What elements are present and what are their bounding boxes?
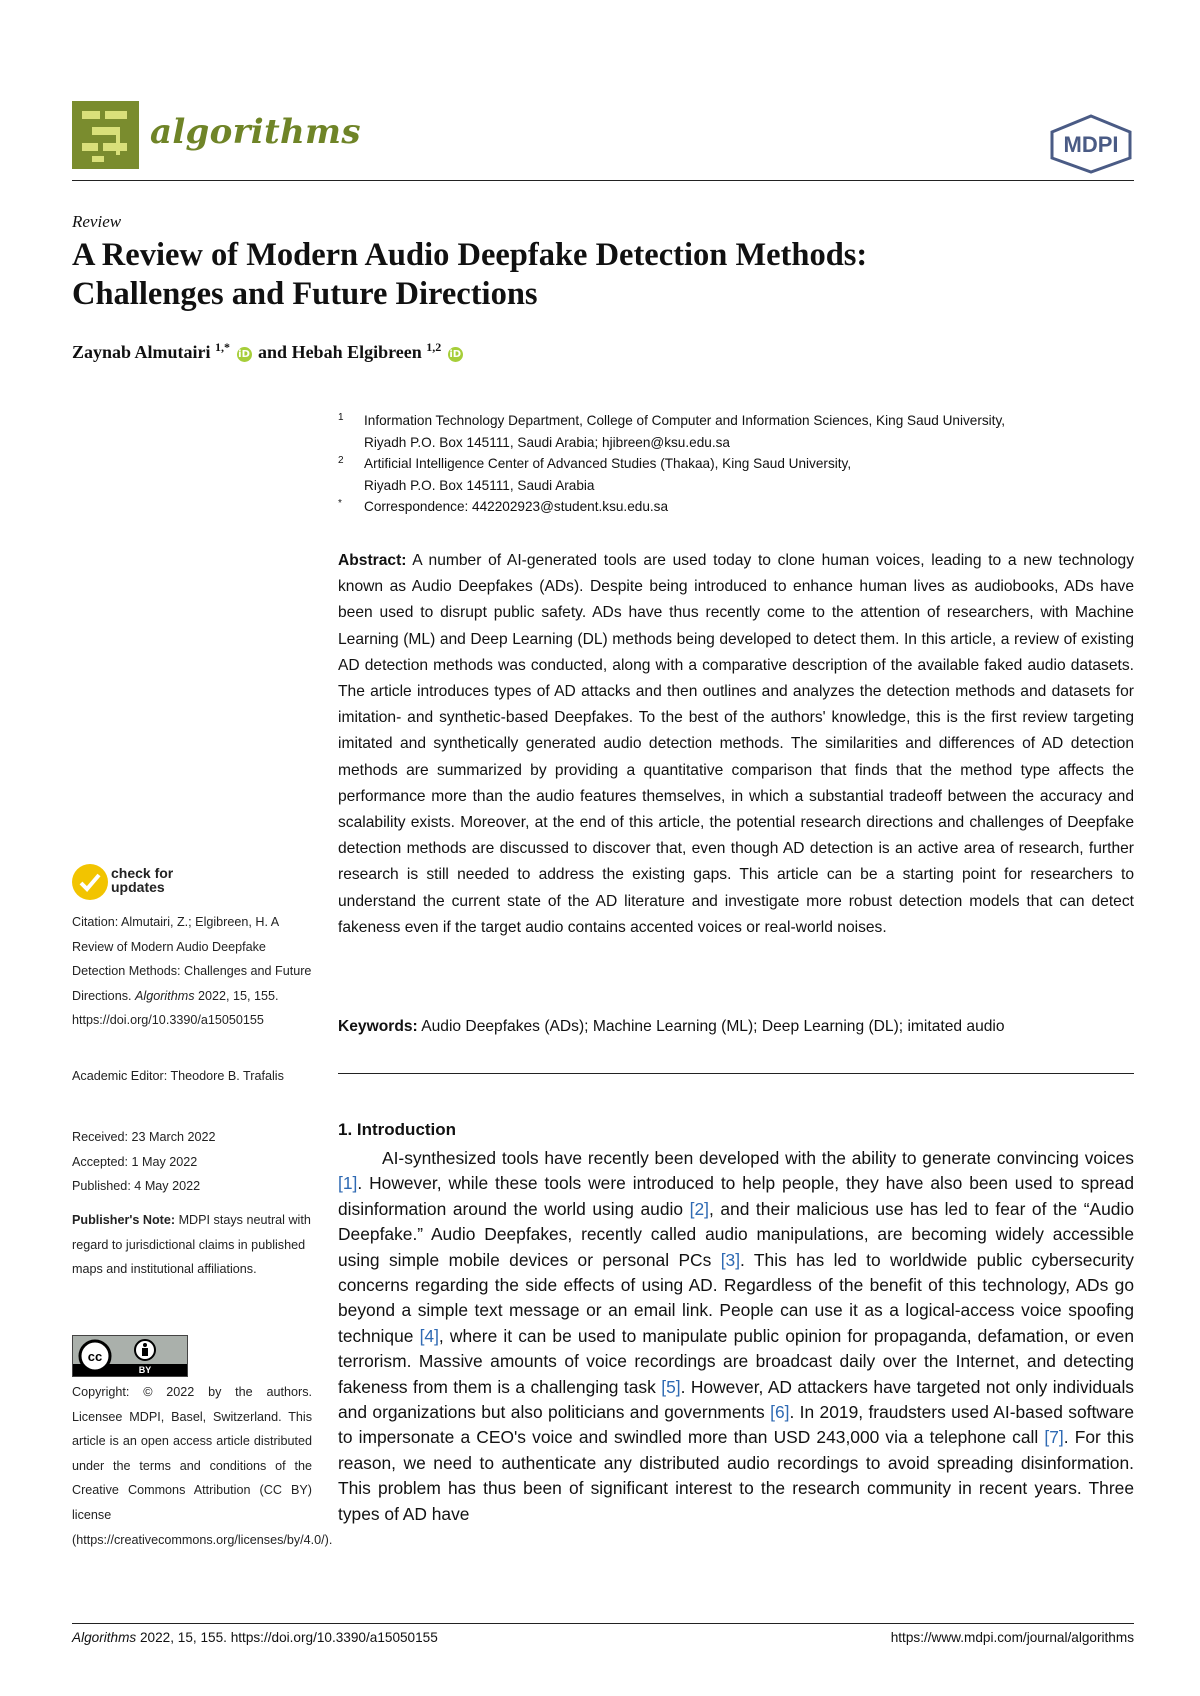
affiliation-line: Artificial Intelligence Center of Advanced Studies (Thakaa), King Saud University,: [364, 456, 852, 471]
intro-text: . For this reason, we need to authenticate any distributed audio recordings to avoid spreading disinformation. This problem has thus been of significant interest to the research community in recent years. Three types of AD have: [338, 1427, 1134, 1524]
affiliation-line: Riyadh P.O. Box 145111, Saudi Arabia: [364, 477, 595, 493]
footer-rule: [72, 1623, 1134, 1624]
keywords: [338, 1018, 1134, 1036]
check-line-1: check for: [111, 865, 174, 881]
check-for-updates-label[interactable]: [111, 866, 173, 894]
article-title: [72, 236, 1072, 314]
intro-text: , where it can be used to manipulate public opinion for propaganda, defamation, or even terrorism. Massive amounts of voice recordings are broadcast daily over the Internet, and detecting fakeness from them is a challenging task: [338, 1325, 1135, 1397]
author-list: [72, 340, 465, 363]
intro-text: . However, AD attackers have targeted not only individuals and organizations but also politicians and governments: [338, 1376, 1134, 1423]
title-line-1: A Review of Modern Audio Deepfake Detection Methods:: [72, 237, 868, 273]
affiliation-number: *: [338, 498, 342, 509]
affiliation-1: [338, 410, 1138, 453]
intro-text: . This has led to worldwide public cybersecurity concerns regarding the side effects of using AD. Regardless of the benefit of this technology, ADs go beyond a simple text message or an email link. People can use it as a logical-access voice spoofing technique: [338, 1249, 1134, 1346]
pubnote-label: Publisher's Note:: [72, 1213, 176, 1227]
author-2[interactable]: Hebah Elgibreen: [291, 342, 422, 362]
citation-text: Citation: Almutairi, Z.; Elgibreen, H. A Review of Modern Audio Deepfake Detection Methods: Challenges and Future Directions.: [72, 915, 312, 1003]
check-for-updates-icon[interactable]: [72, 864, 108, 900]
journal-logo-icon: [72, 101, 139, 169]
section-heading: 1. Introduction: [338, 1120, 457, 1139]
title-line-2: Challenges and Future Directions: [72, 276, 538, 312]
author-and: and: [258, 342, 288, 362]
cc-text: cc: [87, 1349, 103, 1364]
publishers-note: [72, 1208, 312, 1282]
abstract-text: A number of AI-generated tools are used today to clone human voices, leading to a new technology known as Audio Deepfakes (ADs). Despite being introduced to enhance human lives as audiobooks, ADs have been used to disrupt public safety. ADs have thus recently come to the attention of researchers, with Machine Learning (ML) and Deep Learning (DL) methods being developed to detect them. In this article, a review of existing AD detection methods was conducted, along with a comparative description of the available faked audio datasets. The article introduces types of AD attacks and then outlines and analyzes the detection methods and datasets for imitation- and synthetic-based Deepfakes. To the best of the authors' knowledge, this is the first review targeting imitated and synthetically generated audio detection methods. The similarities and differences of AD detection methods are summarized by providing a quantitative comparison that finds that the method type affects the performance more than the audio features themselves, in which a substantial tradeoff between the accuracy and scalability exists. Moreover, at the end of this article, the potential research directions and challenges of Deepfake detection methods are discussed to discover that, even though AD detection is an active area of research, further research is still needed to address the existing gaps. This article can be a starting point for researchers to understand the current state of the AD literature and investigate more robust detection models that can detect fakeness even if the target audio contains accented voices or real-world noises.: [338, 552, 1134, 936]
citation-link[interactable]: [3]: [720, 1249, 741, 1270]
check-line-2: updates: [111, 879, 165, 895]
by-text: BY: [138, 1365, 152, 1375]
citation-link[interactable]: [4]: [419, 1325, 439, 1346]
intro-text: AI-synthesized tools have recently been developed with the ability to generate convincing voices: [382, 1148, 1134, 1168]
affiliation-number: 2: [338, 455, 344, 466]
citation-doi[interactable]: 2022, 15, 155. https://doi.org/10.3390/a15050155: [72, 988, 279, 1028]
citation-link[interactable]: [2]: [689, 1198, 709, 1219]
citation-link[interactable]: [7]: [1044, 1427, 1064, 1448]
cc-by-license-icon[interactable]: [72, 1335, 188, 1377]
mdpi-logo-icon: [1048, 114, 1134, 174]
keywords-text: Audio Deepfakes (ADs); Machine Learning (ML); Deep Learning (DL); imitated audio: [421, 1018, 1005, 1035]
date-accepted: Accepted: 1 May 2022: [72, 1154, 198, 1169]
date-received: Received: 23 March 2022: [72, 1130, 216, 1144]
correspondence: [338, 496, 1138, 518]
citation-link[interactable]: [5]: [661, 1376, 681, 1397]
citation-journal: Algorithms: [135, 988, 195, 1003]
affiliation-2: [338, 453, 1138, 496]
footer-journal: Algorithms: [72, 1630, 137, 1645]
date-published: Published: 4 May 2022: [72, 1179, 201, 1194]
citation-block: [72, 910, 312, 1033]
orcid-icon[interactable]: iD: [449, 349, 462, 360]
affiliation-line: Riyadh P.O. Box 145111, Saudi Arabia; hjibreen@ksu.edu.sa: [364, 434, 730, 450]
dates-block: [72, 1125, 312, 1199]
author-2-affil: 1,2: [426, 340, 442, 354]
affiliations: [338, 410, 1138, 518]
abstract: [338, 548, 1134, 941]
abstract-label: Abstract:: [338, 552, 407, 569]
abstract-rule: [338, 1073, 1134, 1074]
intro-text: . However, while these tools were introduced to help people, they have also been used to spread disinformation around the world using audio: [338, 1173, 1134, 1219]
intro-paragraph: [338, 1146, 1134, 1527]
author-1-affil: 1,*: [215, 340, 231, 354]
footer-citation: [72, 1630, 438, 1645]
academic-editor: Academic Editor: Theodore B. Trafalis: [72, 1069, 284, 1083]
orcid-icon[interactable]: iD: [238, 349, 250, 360]
pubnote-text: MDPI stays neutral with regard to jurisdictional claims in published maps and institutional affiliations.: [72, 1213, 311, 1277]
author-1[interactable]: Zaynab Almutairi: [72, 342, 211, 362]
affiliation-line: Information Technology Department, College of Computer and Information Sciences, King Saud University,: [364, 413, 1006, 428]
intro-text: , and their malicious use has led to fear of the “Audio Deepfake.” Audio Deepfakes, recently called audio manipulations, are becoming widely accessible using simple mobile devices or personal PCs: [338, 1198, 1134, 1270]
intro-text: . In 2019, fraudsters used AI-based software to impersonate a CEO's voice and swindled more than USD 243,000 via a telephone call: [338, 1402, 1134, 1448]
article-type: Review: [72, 212, 122, 231]
header-rule: [72, 180, 1134, 181]
keywords-label: Keywords:: [338, 1018, 418, 1035]
citation-link[interactable]: [1]: [338, 1173, 358, 1194]
footer-doi[interactable]: 2022, 15, 155. https://doi.org/10.3390/a15050155: [140, 1630, 438, 1645]
citation-link[interactable]: [6]: [770, 1402, 790, 1423]
copyright-notice: Copyright: © 2022 by the authors. Licensee MDPI, Basel, Switzerland. This article is an open access article distributed under the terms and conditions of the Creative Commons Attribution (CC BY) license (https://creativecommons.org/licenses/by/4.0/).: [72, 1385, 333, 1547]
mdpi-logo-text: MDPI: [1063, 132, 1119, 157]
affiliation-number: 1: [338, 412, 344, 423]
footer-url[interactable]: https://www.mdpi.com/journal/algorithms: [890, 1630, 1134, 1645]
correspondence-line[interactable]: Correspondence: 442202923@student.ksu.edu.sa: [364, 499, 669, 514]
journal-name: algorithms: [150, 112, 361, 152]
